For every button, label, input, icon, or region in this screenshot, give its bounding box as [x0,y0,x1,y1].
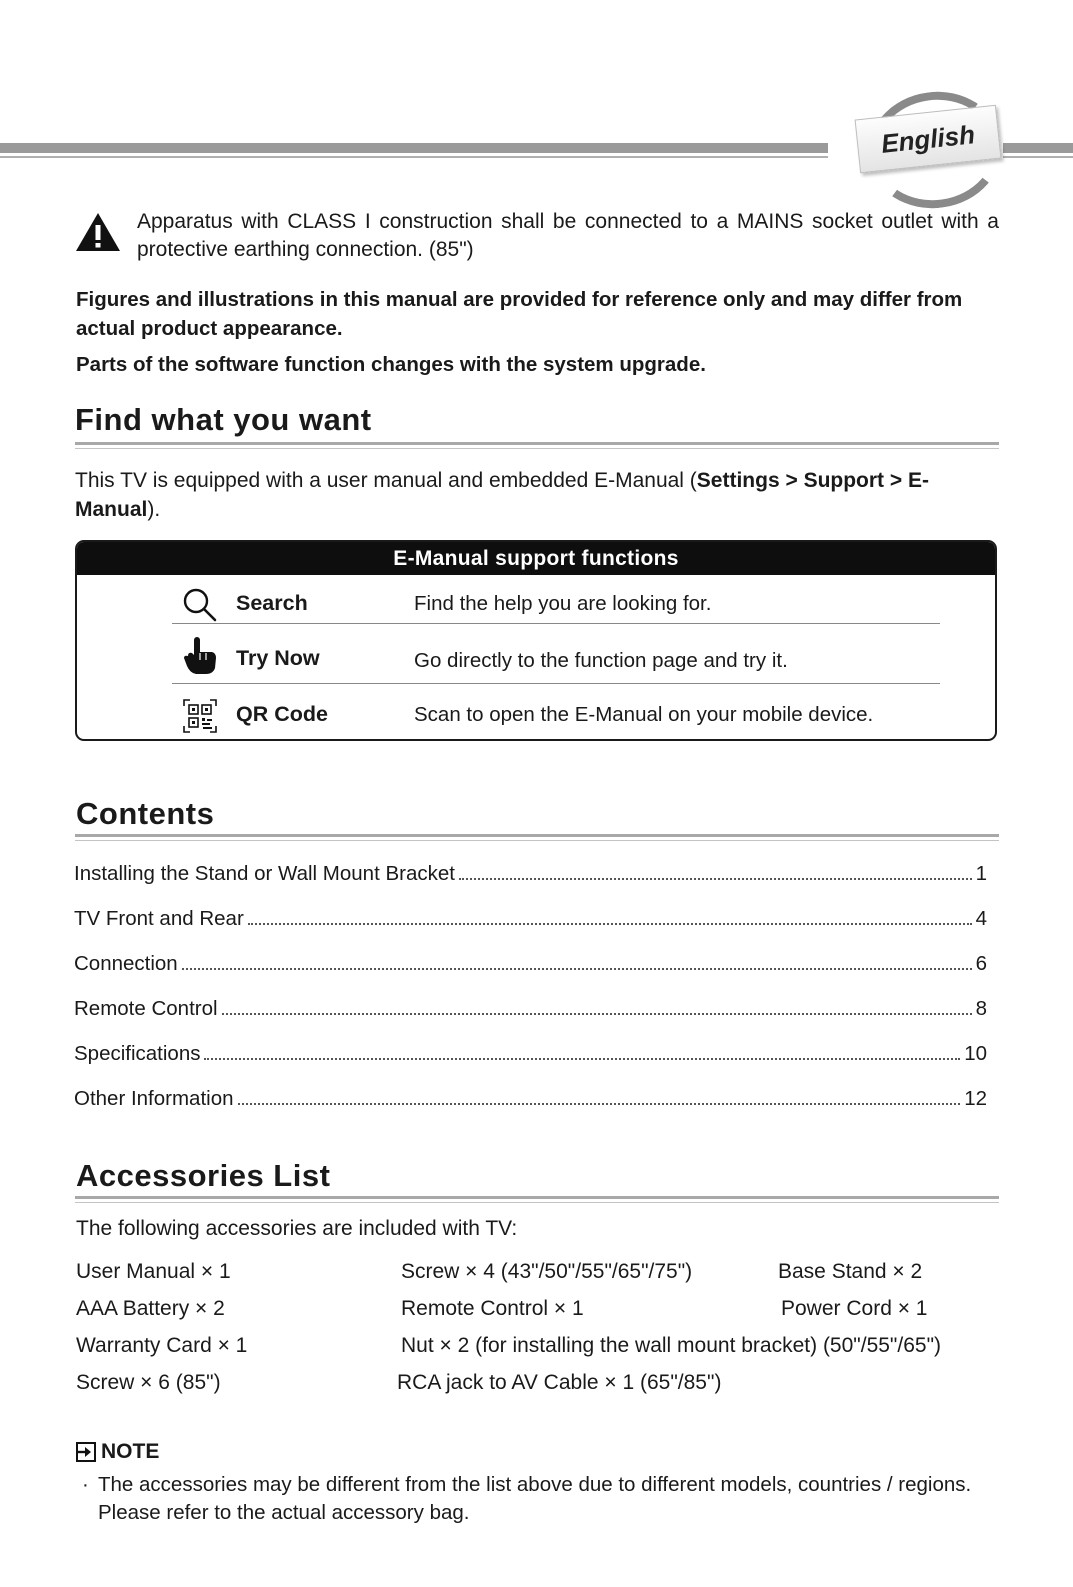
emanual-row-name: Search [236,591,308,615]
toc-entry-page: 12 [964,1087,987,1110]
toc-entry[interactable] [74,856,987,886]
accessory-item: Screw × 4 (43"/50"/55"/65"/75") [401,1260,693,1283]
toc-leader-dots [222,1013,972,1015]
note-arrow-icon [76,1442,96,1462]
pointing-hand-icon [182,636,218,676]
toc-entry-title: Connection [74,952,178,975]
intro-prefix: This TV is equipped with a user manual and embedded E-Manual ( [75,469,697,492]
note-body [82,1471,982,1527]
note-label: NOTE [101,1440,160,1463]
contents-rule-thin [75,840,999,841]
disclaimer-software: Parts of the software function changes with the system upgrade. [76,353,706,376]
emanual-row-desc: Go directly to the function page and try it. [414,649,788,672]
emanual-functions-table [75,540,997,741]
header-band-right [1003,143,1073,153]
toc-entry-title: Remote Control [74,997,218,1020]
toc-entry[interactable] [74,991,987,1021]
emanual-row-name: Try Now [236,646,320,670]
emanual-row-qr-code [172,688,940,741]
find-section-rule [75,442,999,445]
toc-entry-title: Installing the Stand or Wall Mount Bracket [74,862,455,885]
note-heading [76,1440,159,1464]
toc-leader-dots [182,968,972,970]
emanual-table-header: E-Manual support functions [77,542,995,575]
toc-leader-dots [248,923,972,925]
toc-entry-page: 6 [975,952,987,975]
accessories-title: Accessories List [76,1158,331,1193]
toc-entry[interactable] [74,1036,987,1066]
note-text: The accessories may be different from the list above due to different models, countries / regions. Please refer to the actual accessory bag. [98,1473,972,1524]
accessory-item: Warranty Card × 1 [76,1334,248,1357]
toc-entry-page: 1 [975,862,987,885]
toc-leader-dots [459,878,972,880]
toc-entry-title: Specifications [74,1042,201,1065]
toc-entry-page: 4 [975,907,987,930]
header-band-left-thin [0,156,828,158]
search-icon [182,587,218,623]
accessory-item: Nut × 2 (for installing the wall mount bracket) (50"/55"/65") [401,1334,942,1357]
language-label: English [879,118,977,159]
contents-rule [75,834,999,837]
accessory-item: Remote Control × 1 [401,1297,584,1320]
header-band-left [0,143,828,153]
warning-text: Apparatus with CLASS I construction shall be connected to a MAINS socket outlet with a protective earthing connection. (85") [137,210,999,261]
emanual-row-divider [172,623,940,624]
accessory-item: AAA Battery × 2 [76,1297,225,1320]
toc-entry-title: TV Front and Rear [74,907,244,930]
accessories-intro: The following accessories are included with TV: [76,1217,518,1240]
find-section-title: Find what you want [75,402,372,437]
note-bullet: · [82,1473,89,1496]
accessory-item: RCA jack to AV Cable × 1 (65"/85") [397,1371,722,1394]
disclaimer-figures: Figures and illustrations in this manual are provided for reference only and may differ from actual product appearance. [76,288,963,340]
contents-title: Contents [76,796,215,831]
accessories-rule-thin [75,1202,999,1203]
intro-settings-path: Settings > Support > E-Manual [75,469,929,521]
qr-code-icon [182,698,218,734]
header-band-right-thin [1003,156,1073,158]
toc-entry[interactable] [74,1081,987,1111]
emanual-row-try-now [172,632,940,688]
accessories-rule [75,1196,999,1199]
find-section-rule-thin [75,448,999,449]
find-section-intro [75,466,995,524]
toc-entry-title: Other Information [74,1087,234,1110]
emanual-row-desc: Scan to open the E-Manual on your mobile device. [414,703,874,726]
accessory-item: Power Cord × 1 [781,1297,928,1320]
accessory-item: Screw × 6 (85") [76,1371,221,1394]
toc-entry-page: 10 [964,1042,987,1065]
warning-triangle-icon [75,212,121,252]
emanual-row-search [172,577,940,633]
toc-leader-dots [204,1058,960,1060]
intro-suffix: ). [147,498,161,521]
toc-entry[interactable] [74,901,987,931]
accessory-item: User Manual × 1 [76,1260,231,1283]
toc-entry[interactable] [74,946,987,976]
emanual-row-divider [172,683,940,684]
toc-entry-page: 8 [975,997,987,1020]
toc-leader-dots [238,1103,961,1105]
emanual-row-desc: Find the help you are looking for. [414,592,712,615]
emanual-row-name: QR Code [236,702,328,726]
accessory-item: Base Stand × 2 [778,1260,923,1283]
